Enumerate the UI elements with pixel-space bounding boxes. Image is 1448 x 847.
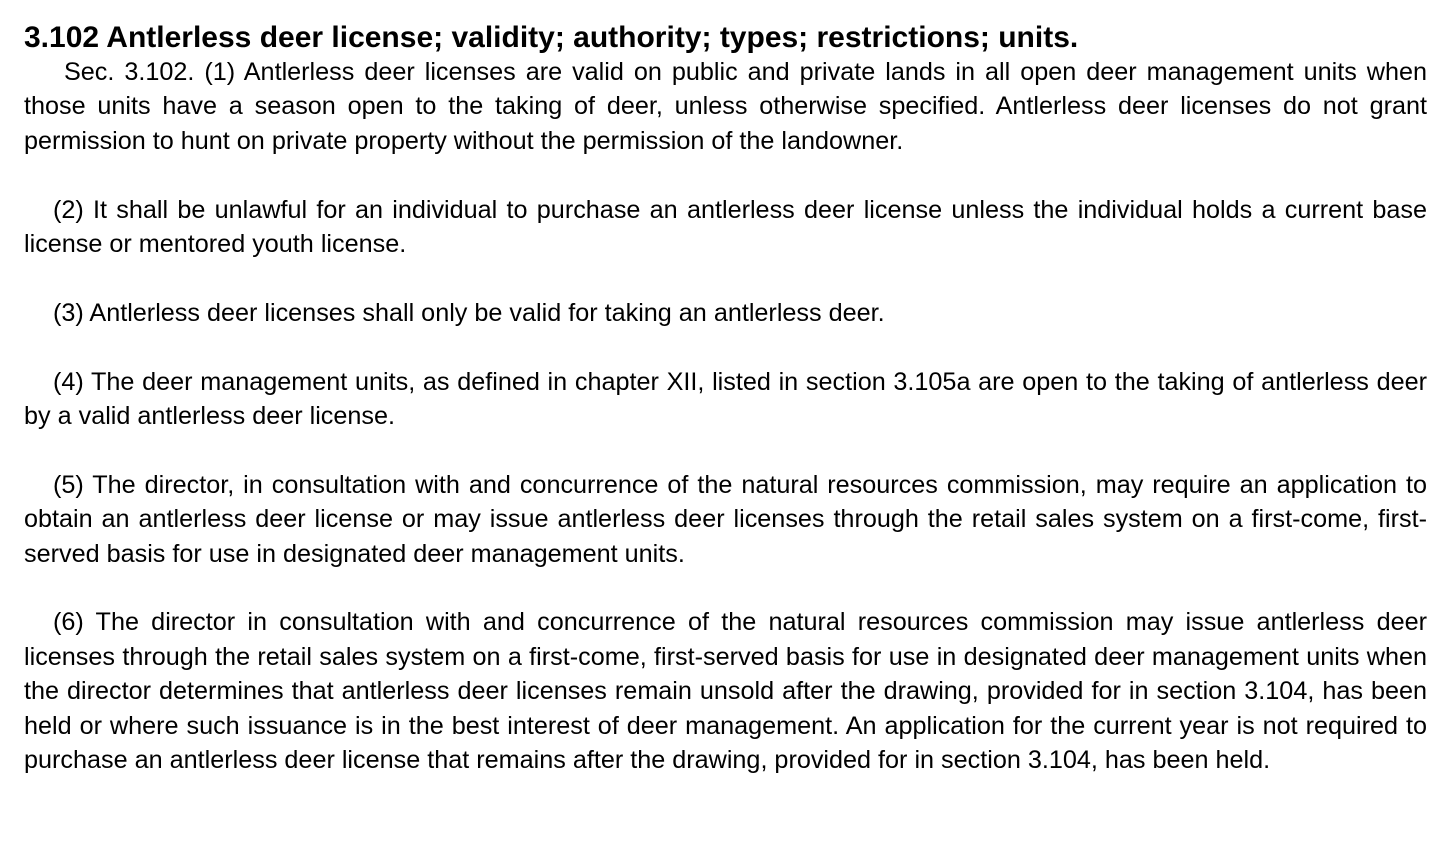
section-title: 3.102 Antlerless deer license; validity; authority; types; restrictions; units. bbox=[24, 21, 1079, 54]
paragraph-2: (2) It shall be unlawful for an individual to purchase an antlerless deer license unless the individual holds a current base license or mentored youth license. bbox=[24, 195, 1427, 259]
paragraph-4: (4) The deer management units, as defined in chapter XII, listed in section 3.105a are open to the taking of antlerless deer by a valid antlerless deer license. bbox=[24, 367, 1427, 431]
document-body bbox=[24, 20, 1427, 777]
paragraph-6: (6) The director in consultation with and concurrence of the natural resources commission may issue antlerless deer licenses through the retail sales system on a first-come, first-served basis for use in designated deer management units when the director determines that antlerless deer licenses remain unsold after the drawing, provided for in section 3.104, has been held or where such issuance is in the best interest of deer management. An application for the current year is not required to purchase an antlerless deer license that remains after the drawing, provided for in section 3.104, has been held. bbox=[24, 608, 1427, 775]
paragraph-1: Sec. 3.102. (1) Antlerless deer licenses are valid on public and private lands in all open deer management units when those units have a season open to the taking of deer, unless otherwise specified. Antlerless deer licenses do not grant permission to hunt on private property without the permission of the landowner. bbox=[24, 58, 1427, 155]
paragraph-3: (3) Antlerless deer licenses shall only be valid for taking an antlerless deer. bbox=[53, 298, 885, 327]
paragraph-5: (5) The director, in consultation with and concurrence of the natural resources commission, may require an application to obtain an antlerless deer license or may issue antlerless deer licenses through the retail sales system on a first-come, first-served basis for use in designated deer management units. bbox=[24, 470, 1427, 568]
